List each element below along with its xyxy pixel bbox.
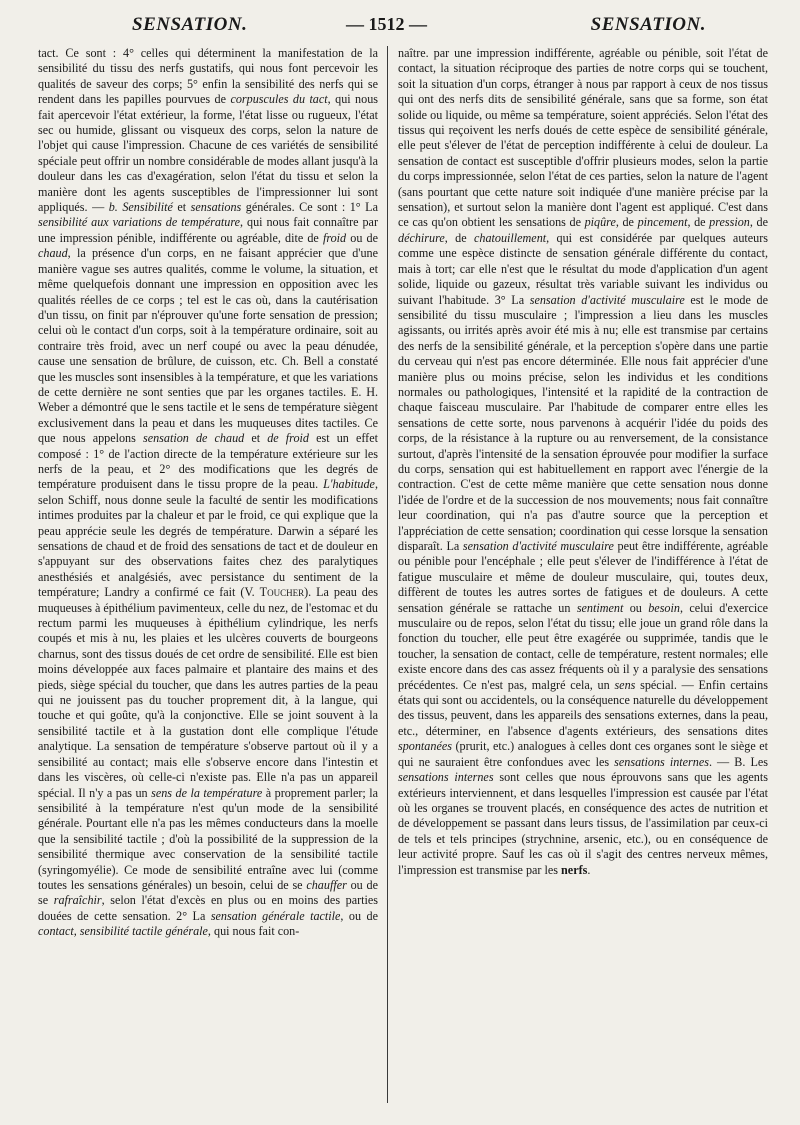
page-number: — 1512 — — [346, 14, 427, 34]
page-header — [36, 14, 766, 44]
left-column — [38, 46, 378, 940]
header-left-title: SENSATION. — [132, 14, 248, 35]
left-paragraph: tact. Ce sont : 4° celles qui déterminent la manifestation de la sensibilité du tissu des nerfs gustatifs, qui nous font percevoir les qualités de saveur des corps; 5° enfin la sensibilité des nerfs qui se rendent dans les papilles pourvues de corpuscules du tact, qui nous fait apercevoir l'état extérieur, la forme, l'état lisse ou rugueux, l'état sec ou humide, glissant ou visqueux des corps, selon la nature de l'objet qui cause l'impression. Chacune de ces variétés de sensibilité spéciale peut offrir un nombre considérable de modes allant jusqu'à la douleur dans les cas d'exagération, selon l'état du tissu et selon la manière dont les agents susceptibles de l'impressionner lui sont appliqués. — b. Sensibilité et sensations générales. Ce sont : 1° La sensibilité aux variations de température, qui nous fait connaître par une impression pénible, indifférente ou agréable, dite de froid ou de chaud, la présence d'un corps, en ne faisant apprécier que d'une manière vague ses autres qualités, comme le volume, la situation, et même quelquefois donnant une impression en opposition avec les qualités réelles de ce corps ; tel est le cas où, dans la cautérisation d'un tissu, on finit par n'éprouver qu'une forte sensation de pression; celui où le contact d'un corps, soit à la température ordinaire, soit au contraire très froid, avec un nerf coupé ou avec la peau dénudée, cause une sensation de brûlure, de cuisson, etc. Ch. Bell a constaté que les muscles sont insensibles à la température, et que les variations de cette dernière ne sont senties que par les organes tactiles. E. H. Weber a démontré que le sens tactile et le sens de température siègent exclusivement dans la peau et dans les muqueuses dites tactiles. Ce que nous appelons sensation de chaud et de froid est un effet composé : 1° de l'action directe de la température extérieure sur les nerfs de la peau, et 2° des modifications que les degrés de température produisent dans le tissu propre de la peau. L'habitude, selon Schiff, nous donne seule la faculté de sentir les modifications intimes produites par la chaleur et par le froid, ce qui explique que la peau apprécie seule les degrés de température. Darwin a séparé les sensations de chaud et de froid des sensations de tact et de douleur en s'appuyant sur des observations faites chez des paralytiques anesthésiés et analgésiés, avec persistance du sentiment de la température; Landry a confirmé ce fait (V. Toucher). La peau des muqueuses à épithélium pavimenteux, celle du nez, de l'estomac et du rectum parmi les muqueuses à épithélium cylindrique, les nerfs coupés et mis à nu, les plaies et les ulcères couverts de bourgeons charnus, sont des tissus doués de cet ordre de sensibilité. Elle est bien moins développée aux faces palmaire et plantaire des mains et des pieds, siège spécial du toucher, que dans les autres parties de la peau qui ne jouissent pas du toucher proprement dit, à la langue, qui touche et qui goûte, qu'à la conjonctive. Elle se joint souvent à la sensibilité tactile et à la gustation dont elle complique l'étude analytique. La sensation de température s'observe partout où il y a sensibilité au contact; mais elle s'observe encore dans l'intestin et dans les viscères, où celle-ci n'existe pas. Elle n'a pas un appareil spécial. Il n'y a pas un sens de la température à proprement parler; la sensibilité à la température n'est qu'un mode de la sensibilité générale. Pourtant elle n'a pas les mêmes conducteurs dans la moelle que la sensibilité tactile ; d'où la possibilité de la suppression de la sensibilité thermique avec conservation de la sensibilité tactile (syringomyélie). Ce mode de sensibilité entraîne avec lui (comme toutes les sensations générales) un besoin, celui de se chauffer ou de se rafraîchir, selon l'état d'excès en plus ou en moins des parties douées de cette sensation. 2° La sensation générale tactile, ou de contact, sensibilité tactile générale, qui nous fait con- — [38, 46, 379, 939]
header-right-title: SENSATION. — [590, 14, 706, 35]
right-paragraph: naître. par une impression indifférente, agréable ou pénible, soit l'état de contact, la situation réciproque des parties de notre corps qui se touchent, soit la situation d'un corps, étranger à nous par rapport à ceux de nos tissus qui ont des nerfs dits de sensibilité générale, sans que sa forme, son état solide ou liquide, ou même sa température, soient appréciés. Selon l'état des tissus qui reçoivent les nerfs doués de cette espèce de sensibilité générale, elle peut s'élever de l'état de perception indifférente à celui de douleur. La sensation de contact est susceptible d'offrir plusieurs modes, selon la partie du corps impressionnée, selon l'état de ces parties, selon la nature de l'agent (sans pourtant que cette nature soit indiquée d'une manière précise par la sensation), et surtout selon la manière dont l'agent est appliqué. C'est dans ce cas qu'on obtient les sensations de piqûre, de pincement, de pression, de déchirure, de chatouillement, qui est considérée par quelques auteurs comme une espèce distincte de sensation générale différente du contact, mais à tort; car elle n'est que le résultat du mode d'application d'un agent solide, liquide ou gazeux, résultat très variable suivant les individus ou suivant l'habitude. 3° La sensation d'activité musculaire est le mode de sensibilité du tissu musculaire ; l'impression a lieu dans les muscles agissants, ou irrités après avoir été mis à nu; elle est transmise par certains des nerfs de la sensibilité générale, et la perception s'opère dans une partie du cerveau qui n'est pas encore déterminée. Elle nous fait apprécier d'une manière plus ou moins précise, selon les individus et les conditions normales ou pathologiques, l'intensité et la rapidité de la contraction de chaque faisceau musculaire. Par l'habitude de comparer entre elles les sensations de cette sorte, nous parvenons à acquérir l'idée du poids des corps, de la résistance à la rupture ou au renversement, de la consistance surtout, d'après l'intensité de la sensation éprouvée pour modifier la surface du corps, sensation qui est habituellement en rapport avec l'énergie de la contraction. C'est de cette même manière que cette sensation nous donne l'idée de l'ordre et de la succession de nos mouvements; nous fait connaître leur coordination, qui n'a pas d'autre source que la perception et l'appréciation de cette sensation; coordination qui cesse lorsque la sensation disparaît. La sensation d'activité musculaire peut être indifférente, agréable ou pénible pour l'encéphale ; elle peut s'élever de l'indifférence à l'état de fatigue musculaire et même de douleur musculaire, qui, toutes deux, diffèrent de toutes les autres sortes de fatigues et de douleurs. A cette sensation générale se rattache un sentiment ou besoin, celui d'exercice musculaire ou de repos, selon l'état du tissu; elle joue un grand rôle dans la fonction du toucher, elle peut être exagérée ou supprimée, tandis que le toucher, la sensation de contact, celle de température, restent normales; elle existe encore dans des cas assez fréquents où il y a paralysie des sensations précédentes. Ce n'est pas, malgré cela, un sens spécial. — Enfin certains états qui sont ou accidentels, ou la conséquence naturelle du développement des tissus, peuvent, dans les appareils des sensations externes, dans la peau, etc., déterminer, en l'absence d'agents extérieurs, des sensations dites spontanées (prurit, etc.) analogues à celles dont ces organes sont le siège et qui ne sauraient être confondues avec les sensations internes. — B. Les sensations internes sont celles que nous éprouvons sans que les agents extérieurs interviennent, et dans lesquelles l'impression est causée par l'état où les organes se trouvent placés, en conséquence des actes de nutrition et de développement se passant dans leurs tissus, de l'assimilation par ceux-ci de tels et tels principes (strychnine, arsenic, etc.), ou en conséquence de leur activité propre. Sauf les cas où il s'agit des centres nerveux mêmes, l'impression est transmise par les nerfs. — [398, 46, 768, 877]
column-divider — [387, 46, 388, 1103]
text-columns — [36, 46, 770, 1103]
right-column — [398, 46, 768, 878]
